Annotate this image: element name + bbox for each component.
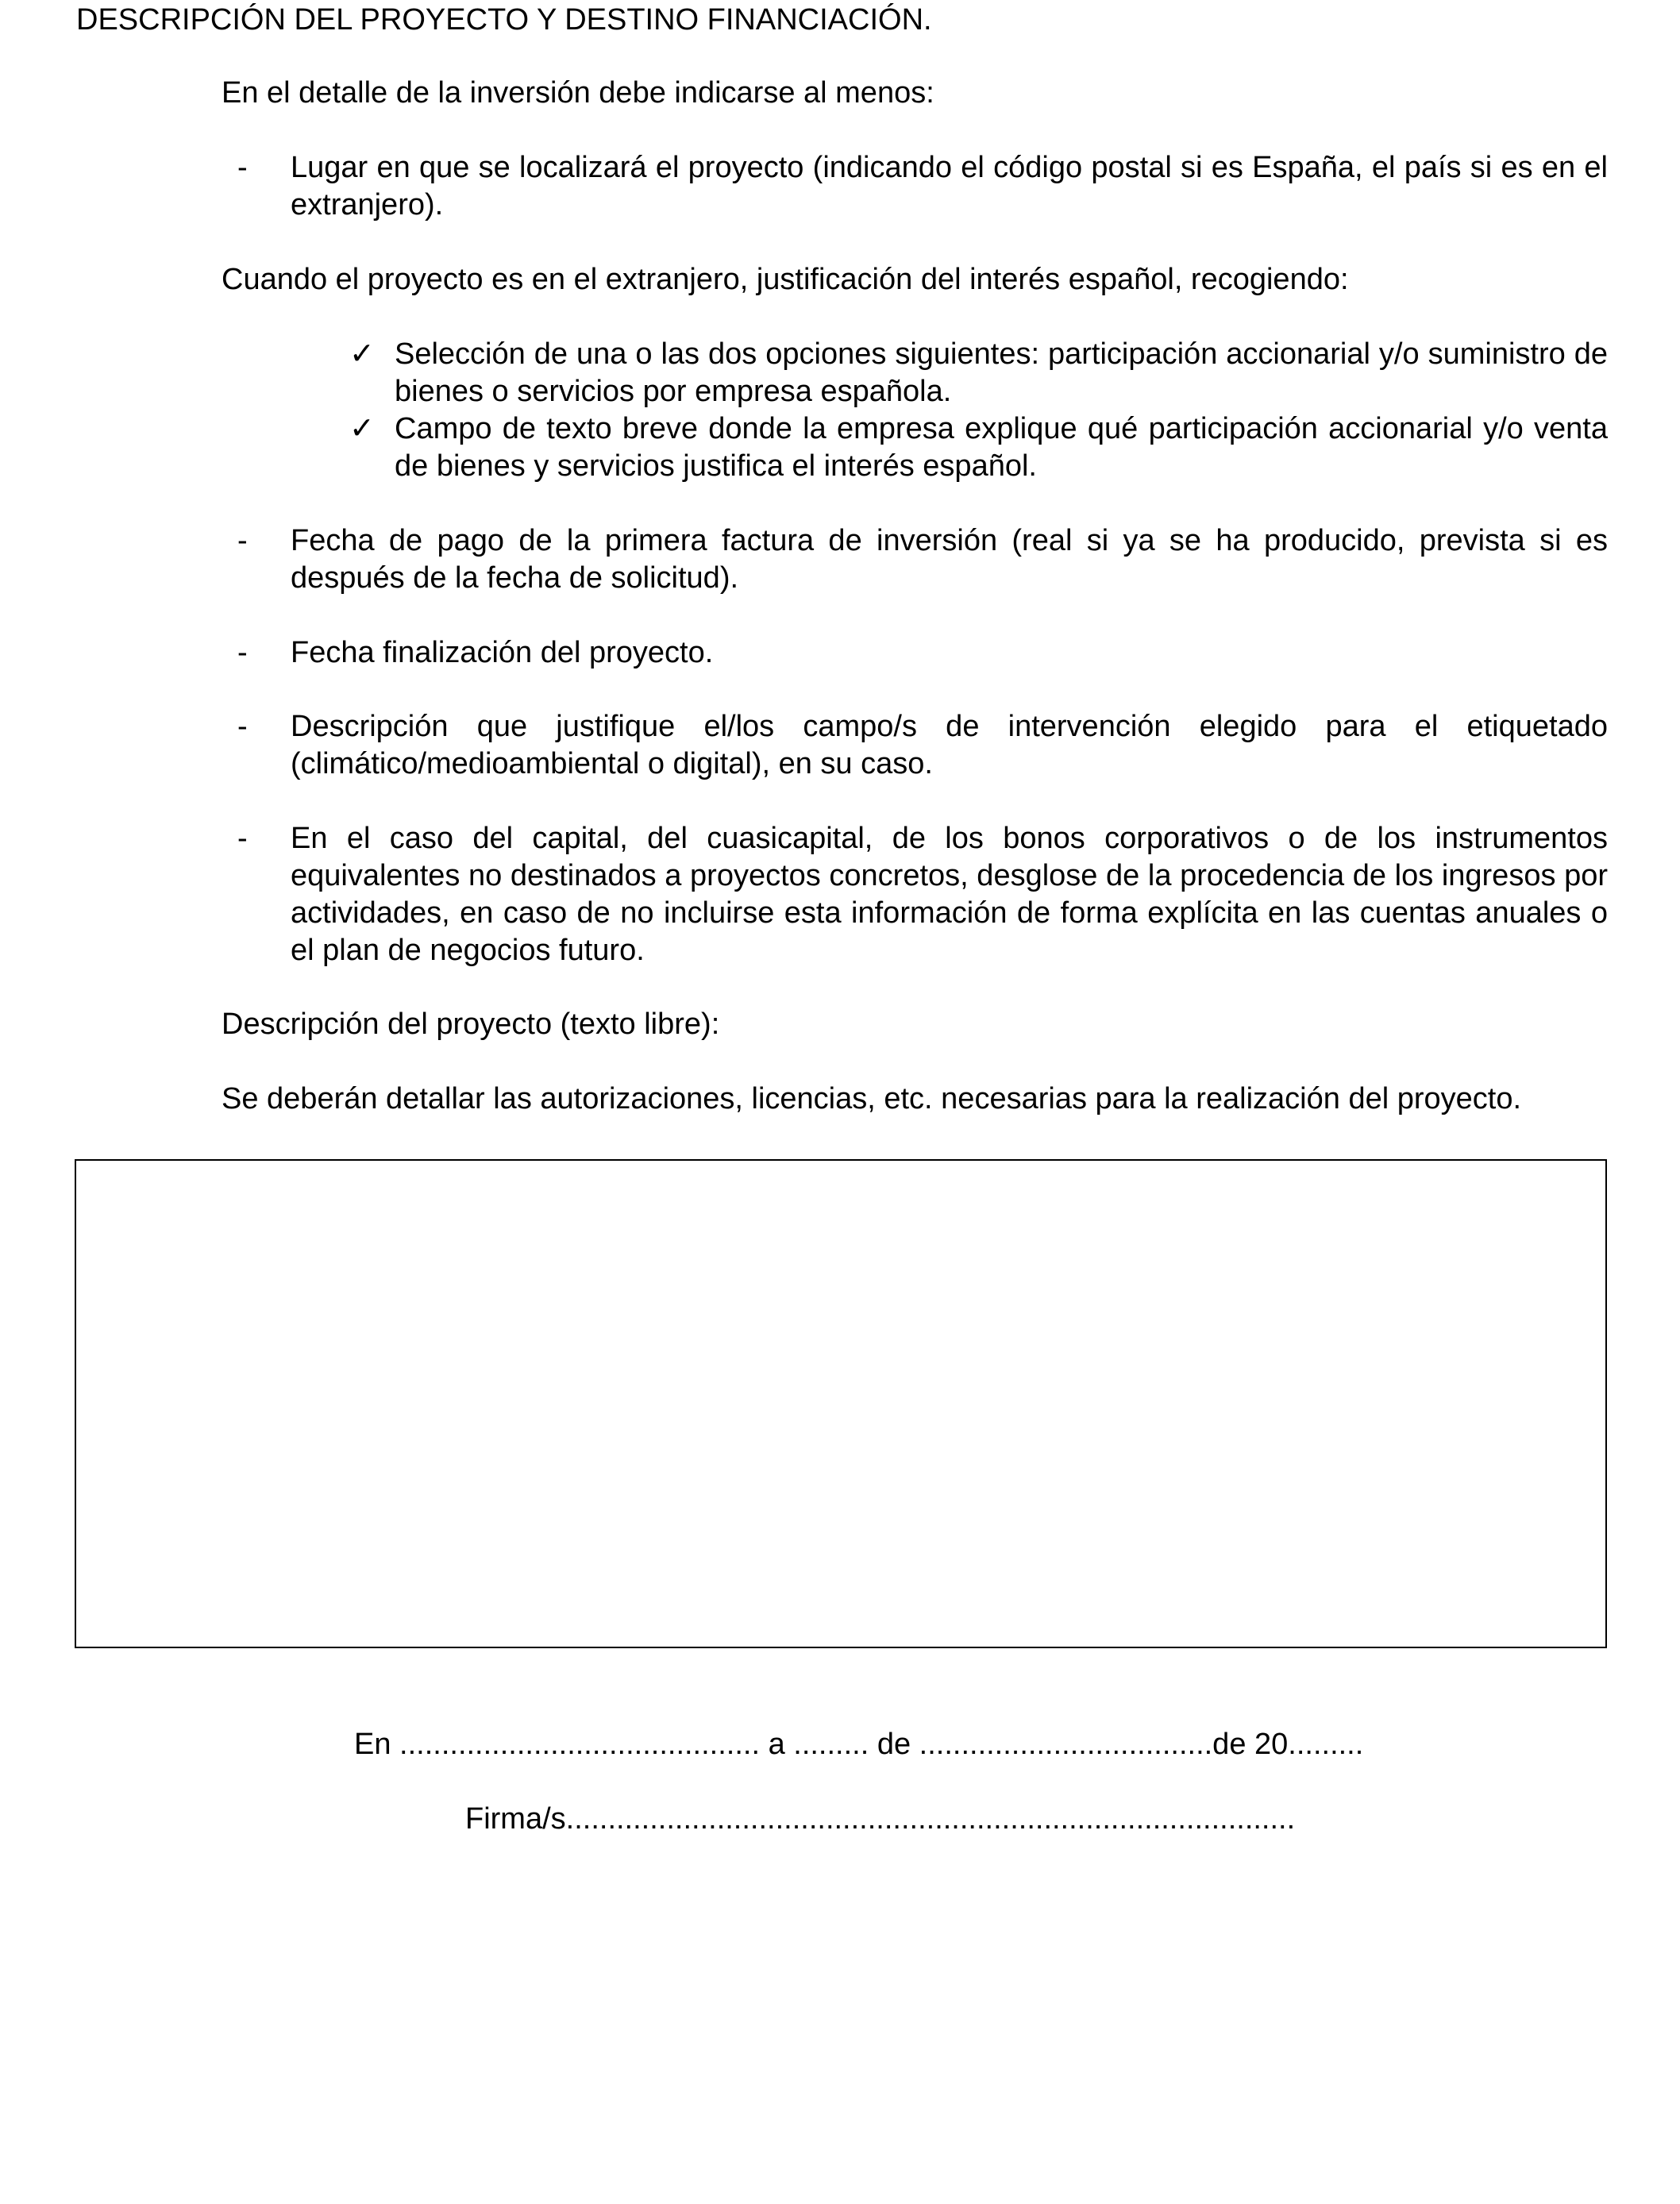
authorizations-note: Se deberán detallar las autorizaciones, licencias, etc. necesarias para la realización del proyecto. — [222, 1082, 1522, 1115]
dash-bullet: - — [237, 822, 248, 855]
intro-text: En el detalle de la inversión debe indicarse al menos: — [222, 76, 934, 110]
list-item-text: Fecha finalización del proyecto. — [291, 636, 714, 669]
checkmark-icon: ✓ — [349, 412, 375, 445]
list-item-text: En el caso del capital, del cuasicapital, de los bonos corporativos o de los instrumentos equivalentes no destinados a proyectos concretos, desglose de la procedencia de los ingresos por actividades, en caso de no incluirse esta información de forma explícita en las cuentas anuales o el plan de negocios futuro. — [291, 822, 1608, 967]
list-item-text: Descripción que justifique el/los campo/s de intervención elegido para el etiquetado (climático/medioambiental o digital), en su caso. — [291, 710, 1608, 780]
list-item-text: Lugar en que se localizará el proyecto (indicando el código postal si es España, el país si es en el extranjero). — [291, 151, 1608, 222]
free-text-label: Descripción del proyecto (texto libre): — [222, 1008, 720, 1041]
page-heading: DESCRIPCIÓN DEL PROYECTO Y DESTINO FINANCIACIÓN. — [76, 3, 932, 37]
dash-bullet: - — [237, 636, 248, 669]
checkmark-icon: ✓ — [349, 337, 375, 371]
check-item-text: Campo de texto breve donde la empresa explique qué participación accionarial y/o venta de bienes y servicios justifica el interés español. — [395, 412, 1608, 483]
project-description-box[interactable] — [75, 1159, 1607, 1648]
foreign-intro-text: Cuando el proyecto es en el extranjero, justificación del interés español, recogiendo: — [222, 263, 1349, 296]
list-item-text: Fecha de pago de la primera factura de inversión (real si ya se ha producido, prevista si es después de la fecha de solicitud). — [291, 524, 1608, 595]
dash-bullet: - — [237, 710, 248, 743]
check-item-text: Selección de una o las dos opciones siguientes: participación accionarial y/o suministro de bienes o servicios por empresa española. — [395, 337, 1608, 408]
dash-bullet: - — [237, 524, 248, 557]
dash-bullet: - — [237, 151, 248, 184]
signature-line: Firma/s....................................................................................... — [465, 1802, 1296, 1836]
place-date-line: En ........................................... a ......... de ...................................de 20......... — [354, 1728, 1364, 1761]
